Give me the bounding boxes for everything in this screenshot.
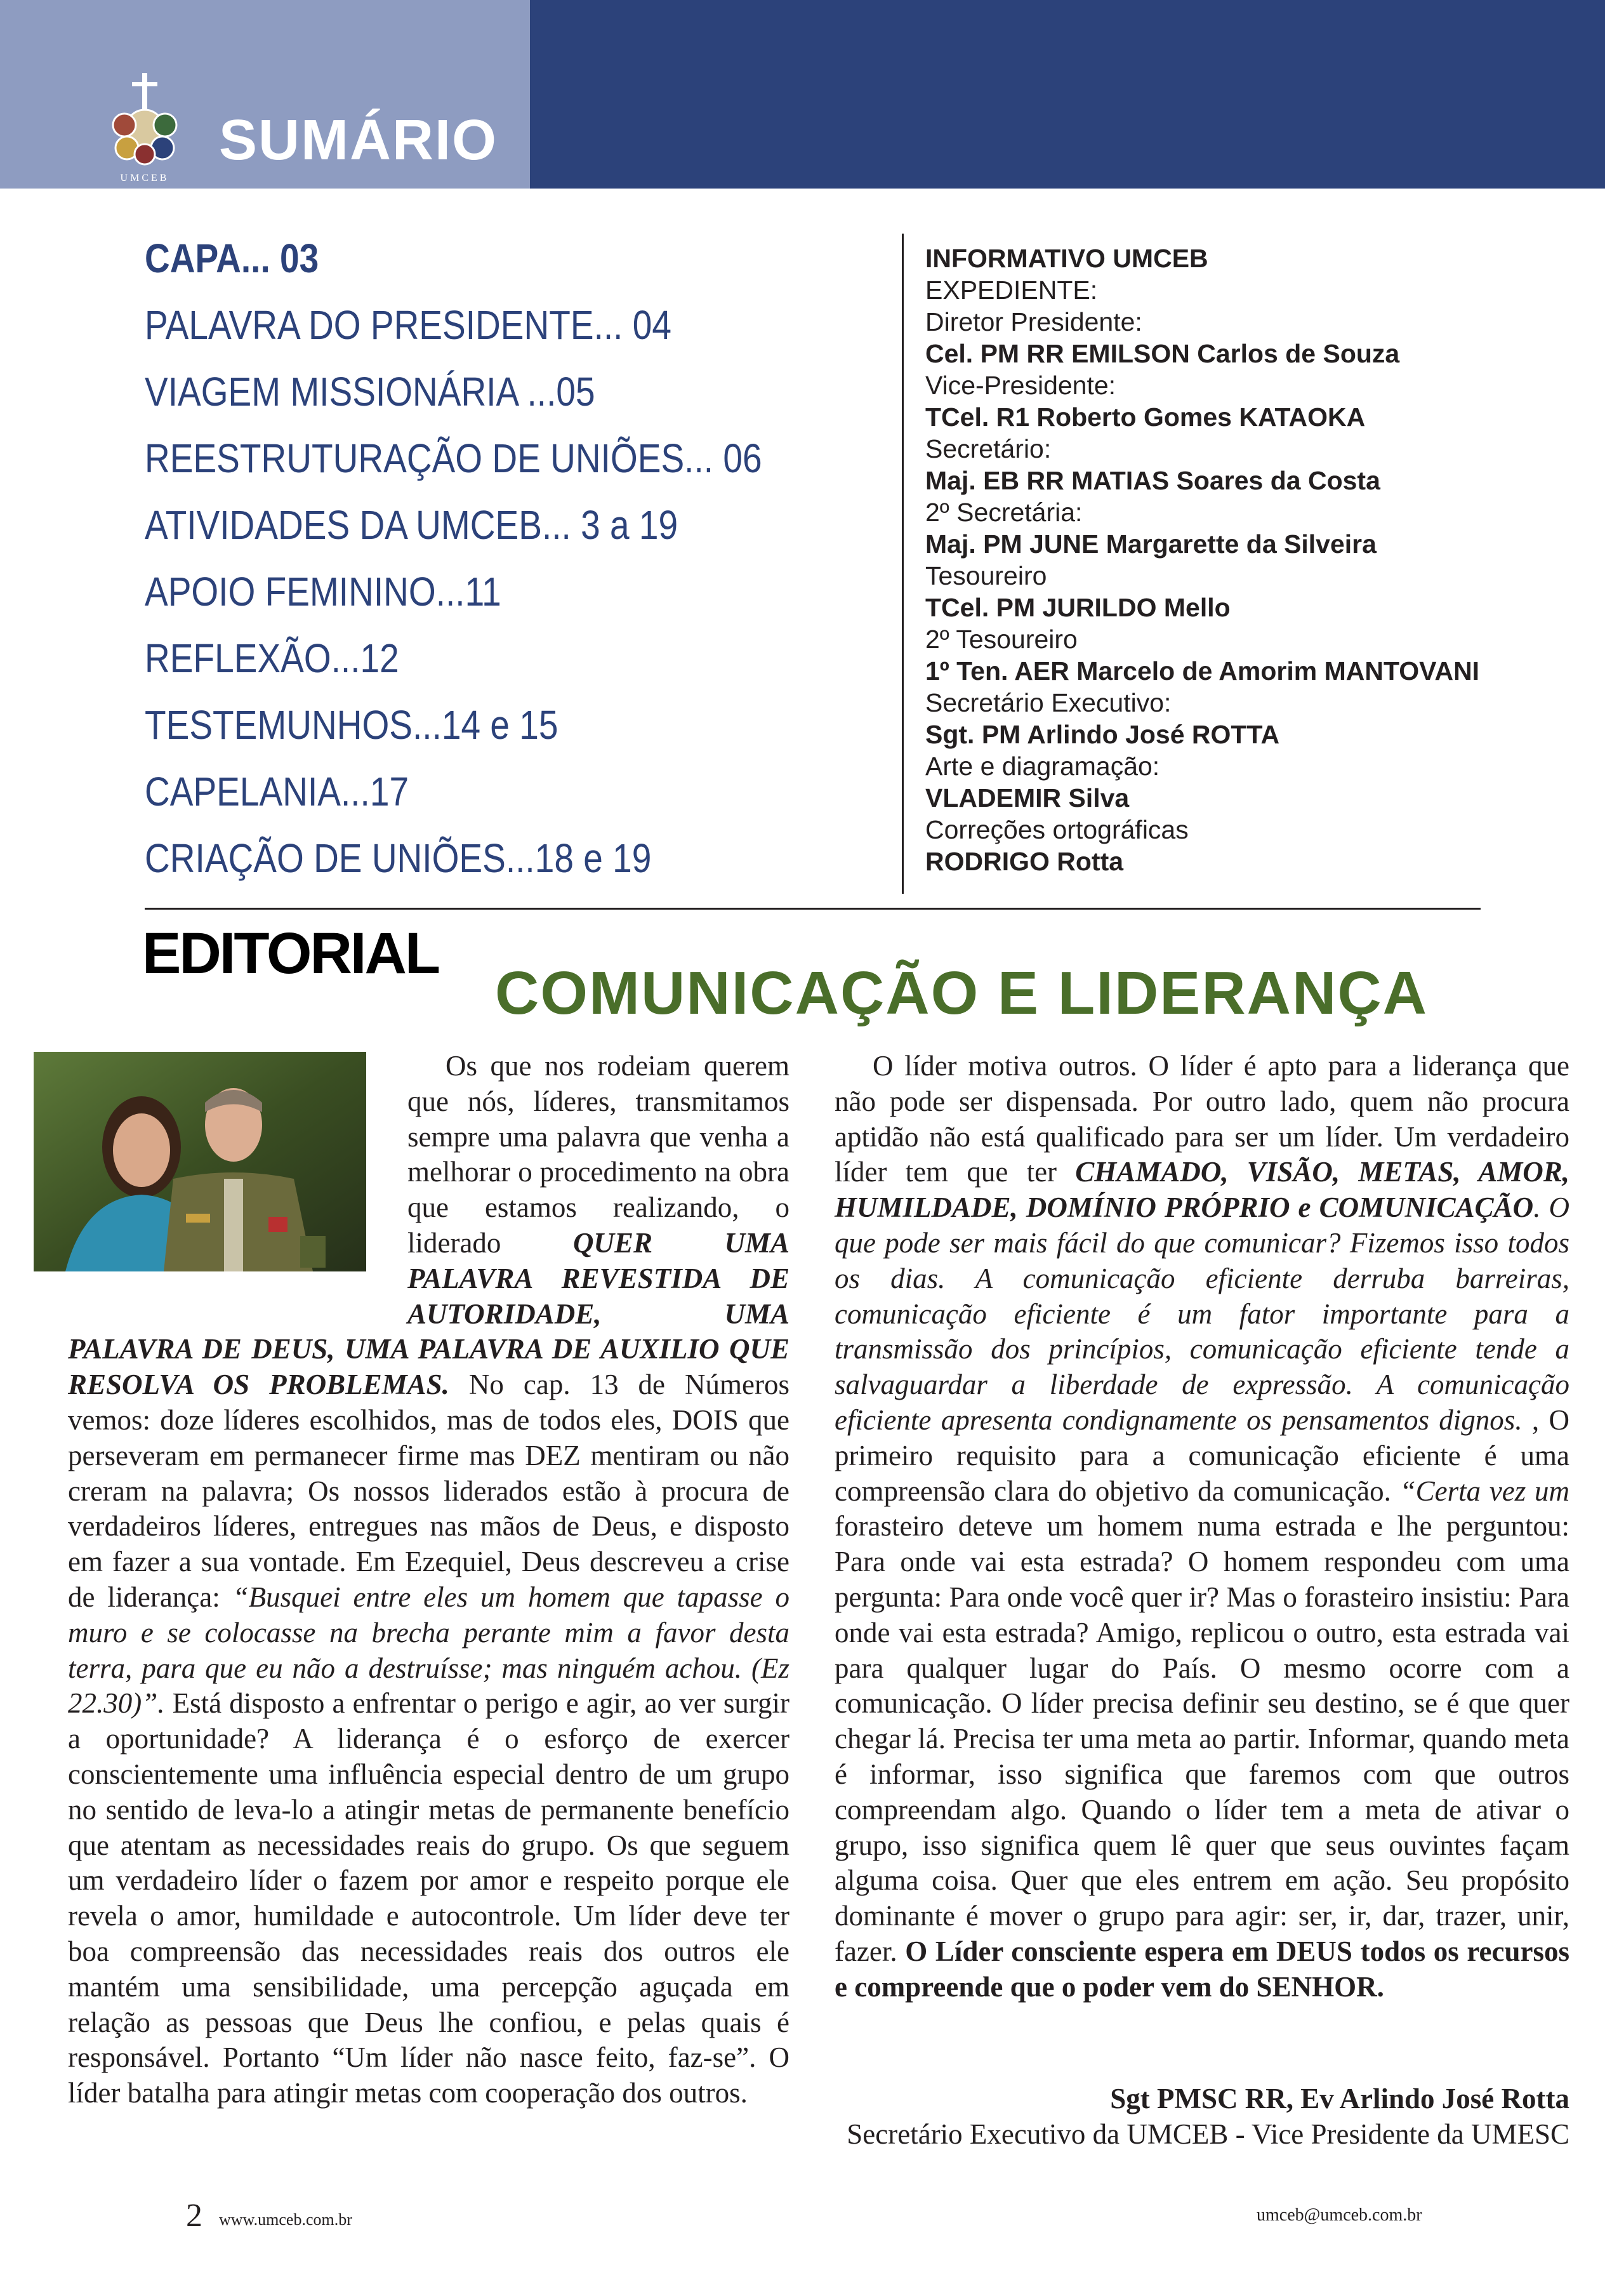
page-number: 2 <box>186 2198 202 2234</box>
toc-item[interactable]: APOIO FEMININO...11 <box>145 569 501 614</box>
article-italic: . O que pode ser mais fácil do que comunicar? Fizemos isso todos os dias. A comunicação eficiente derruba barreiras, comunicação eficiente é um fator importante para a transmissão dos princípios, comunicação eficiente tende a salvaguardar a liberdade de expressão. A comunicação eficiente apresenta condignamente os pensamentos dignos. <box>835 1191 1570 1436</box>
table-of-contents <box>145 225 862 892</box>
staff-name: Maj. PM JUNE Margarette da Silveira <box>925 529 1377 559</box>
toc-item[interactable]: TESTEMUNHOS...14 e 15 <box>145 702 558 748</box>
staff-role: Arte e diagramação: <box>925 752 1160 781</box>
expediente-title: INFORMATIVO UMCEB <box>925 244 1208 273</box>
footer-email-link[interactable]: umceb@umceb.com.br <box>1257 2205 1422 2225</box>
article-text: , O primeiro requisito para a comunicação eficiente é uma compreensão clara do objetivo da comunicação. <box>835 1403 1570 1507</box>
expediente-box <box>925 242 1479 877</box>
article-column-2 <box>835 1049 1569 2005</box>
signature-name: Sgt PMSC RR, Ev Arlindo José Rotta <box>1110 2083 1569 2114</box>
staff-name: TCel. R1 Roberto Gomes KATAOKA <box>925 402 1366 432</box>
staff-name: Maj. EB RR MATIAS Soares da Costa <box>925 466 1380 495</box>
staff-name: Cel. PM RR EMILSON Carlos de Souza <box>925 339 1400 368</box>
article-conclusion: O Líder consciente espera em DEUS todos os recursos e compreende que o poder vem do SENHOR. <box>835 1935 1569 2003</box>
header-right-band <box>530 0 1605 189</box>
article-headline: COMUNICAÇÃO E LIDERANÇA <box>495 959 1428 1027</box>
article-text: O líder motiva outros. O líder é apto para a liderança que não pode ser dispensada. Por outro lado, quem não procura aptidão não está qualificado para ser um líder. Um verdadeiro líder tem que ter <box>835 1050 1569 1188</box>
expediente-subtitle: EXPEDIENTE: <box>925 275 1098 305</box>
article-text: Está disposto a enfrentar o perigo e agir, ao ver surgir a oportunidade? A liderança é o esforço de exercer conscientemente uma influência especial dentro de um grupo no sentido de leva-lo a atingir metas de permanente benefício que atentam as necessidades reais do grupo. Os que seguem um verdadeiro líder o fazem por amor e respeito porque ele revela o amor, humildade e autocontrole. Um líder deve ter boa compreensão das necessidades reais dos outros ele mantém uma sensibilidade, uma percepção aguçada em relação as pessoas que Deus lhe confiou, e pelas quais é responsável. Portanto “Um líder não nasce feito, faz-se”. O líder batalha para atingir metas com cooperação dos outros. <box>68 1687 789 2109</box>
staff-name: TCel. PM JURILDO Mello <box>925 593 1231 622</box>
section-divider <box>145 908 1481 910</box>
section-label: EDITORIAL <box>142 921 439 986</box>
staff-name: VLADEMIR Silva <box>925 783 1130 813</box>
photo-spacer <box>68 1049 407 1297</box>
staff-role: 2º Secretária: <box>925 498 1083 527</box>
staff-role: Correções ortográficas <box>925 815 1189 844</box>
toc-item[interactable]: ATIVIDADES DA UMCEB... 3 a 19 <box>145 502 678 548</box>
umceb-logo-icon <box>95 73 197 187</box>
staff-role: 2º Tesoureiro <box>925 625 1078 654</box>
column-divider <box>902 234 904 894</box>
article-paragraph <box>835 1049 1569 2005</box>
staff-role: Tesoureiro <box>925 561 1047 590</box>
toc-item[interactable]: PALAVRA DO PRESIDENTE... 04 <box>145 302 671 348</box>
article-quote: “Busquei entre eles um homem que tapasse o muro e se colocasse na brecha perante mim a favor desta terra, para que eu não a destruísse; mas ninguém achou. (Ez 22.30)”. <box>68 1581 789 1720</box>
staff-name: Sgt. PM Arlindo José ROTTA <box>925 720 1280 749</box>
article-quote: “Certa vez um <box>1399 1475 1569 1507</box>
toc-item[interactable]: REFLEXÃO...12 <box>145 635 399 681</box>
svg-text:UMCEB: UMCEB <box>120 173 169 183</box>
toc-item[interactable]: CRIAÇÃO DE UNIÕES...18 e 19 <box>145 835 652 881</box>
signature-role: Secretário Executivo da UMCEB - Vice Presidente da UMESC <box>847 2118 1569 2150</box>
staff-role: Vice-Presidente: <box>925 371 1116 400</box>
staff-name: RODRIGO Rotta <box>925 847 1124 876</box>
article-column-1 <box>68 1049 789 2111</box>
page-title: SUMÁRIO <box>219 109 498 172</box>
toc-item[interactable]: CAPA... 03 <box>145 236 319 281</box>
toc-item[interactable]: VIAGEM MISSIONÁRIA ...05 <box>145 369 595 415</box>
article-text: Os que nos rodeiam querem que nós, líderes, transmitamos sempre uma palavra que venha a melhorar o procedimento na obra que estamos realizando, o liderado <box>407 1050 789 1259</box>
footer-url-link[interactable]: www.umceb.com.br <box>219 2210 352 2229</box>
article-emphasis: CHAMADO, VISÃO, METAS, AMOR, HUMILDADE, DOMÍNIO PRÓPRIO e COMUNICAÇÃO <box>835 1156 1569 1224</box>
staff-role: Diretor Presidente: <box>925 307 1142 336</box>
staff-role: Secretário Executivo: <box>925 688 1172 717</box>
article-emphasis: QUER UMA PALAVRA REVESTIDA DE AUTORIDADE, UMA PALAVRA DE DEUS, UMA PALAVRA DE AUXILIO QUE RESOLVA OS PROBLEMAS. <box>68 1226 789 1401</box>
toc-item[interactable]: CAPELANIA...17 <box>145 769 409 814</box>
article-text: forasteiro deteve um homem numa estrada e lhe perguntou: Para onde vai esta estrada? O homem respondeu com uma pergunta: Para onde você quer ir? Mas o forasteiro insistiu: Para onde vai esta estrada? Amigo, replicou o outro, esta estrada vai para qualquer lugar do País. O mesmo ocorre com a comunicação. O líder precisa definir seu destino, se é que quer chegar lá. Precisa ter uma meta ao partir. Informar, quando meta é informar, isso significa que faremos com que outros compreendam algo. Quando o líder tem a meta de ativar o grupo, isso significa quem lê quer que seus ouvintes façam alguma coisa. Quer que eles entrem em ação. Seu propósito dominante é mover o grupo para agir: ser, ir, dar, trazer, unir, fazer. <box>835 1510 1569 1967</box>
toc-item[interactable]: REESTRUTURAÇÃO DE UNIÕES... 06 <box>145 435 762 481</box>
staff-name: 1º Ten. AER Marcelo de Amorim MANTOVANI <box>925 656 1480 686</box>
signature <box>835 2081 1569 2152</box>
staff-role: Secretário: <box>925 434 1052 463</box>
article-text: No cap. 13 de Números vemos: doze líderes escolhidos, mas de todos eles, DOIS que perseveram em permanecer firme mas DEZ mentiram ou não creram na palavra; Os nossos liderados estão à procura de verdadeiros líderes, entregues nas mãos de Deus, e disposto em fazer a sua vontade. Em Ezequiel, Deus descreveu a crise de liderança: <box>68 1369 789 1613</box>
